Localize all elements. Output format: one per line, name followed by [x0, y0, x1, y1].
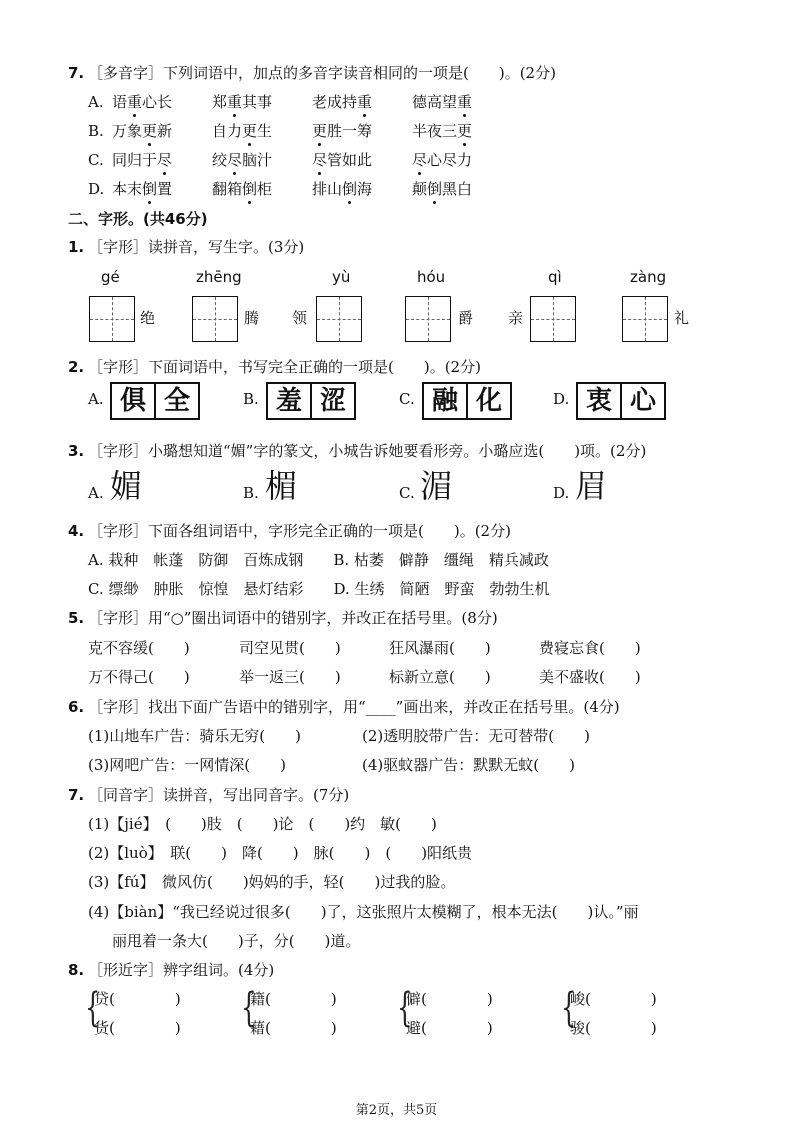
dotted-char: 更: [242, 122, 258, 140]
option-word: 更胜一筹: [312, 122, 373, 140]
option-letter: B.: [243, 484, 259, 502]
idiom-item: 费寝忘食( ): [539, 639, 641, 657]
seal-script-glyph-b: 楣: [265, 467, 298, 505]
dotted-char: 重: [357, 93, 373, 111]
seal-script-glyph-c: 湄: [420, 467, 453, 505]
writing-grid-5[interactable]: [530, 296, 576, 342]
given-char: 领: [292, 309, 308, 327]
option-word: 绞尽脑汁: [212, 151, 273, 169]
option-letter: D.: [553, 390, 570, 408]
seal-script-glyph-a: 媚: [110, 467, 143, 505]
dotted-char: 倒: [342, 180, 358, 198]
pinyin-2: zhēng: [196, 268, 242, 286]
char-pair-item: 贷( ): [94, 990, 181, 1008]
dotted-char: 重: [457, 93, 473, 111]
brace-icon: {: [241, 985, 257, 1031]
writing-grid-4[interactable]: [405, 296, 451, 342]
option-word: 半夜三更: [412, 122, 473, 140]
writing-grid-6[interactable]: [622, 296, 668, 342]
homophone-line: (2)【luò】 联( ) 降( ) 脉( ) ( )阳纸贵: [88, 844, 473, 862]
dotted-char: 更: [142, 122, 158, 140]
char-pair-item: 籍( ): [250, 990, 337, 1008]
dotted-char: 尽: [412, 151, 428, 169]
homophone-line: (1)【jié】 ( )肢 ( )论 ( )约 敏( ): [88, 815, 437, 833]
pinyin-6: zàng: [630, 268, 667, 286]
dotted-char: 倒: [427, 180, 443, 198]
option-word: 尽管如此: [312, 151, 373, 169]
question-number: 7.: [68, 64, 85, 82]
option-word: 同归于尽: [112, 151, 173, 169]
option-word: 尽心尽力: [412, 151, 473, 169]
word-char: 融: [431, 386, 458, 416]
char-pair-item: 藉( ): [250, 1019, 337, 1037]
word-box-a[interactable]: [110, 382, 200, 420]
question-stem: ［字形］下面词语中，书写完全正确的一项是( )。(2分): [88, 358, 481, 376]
question-stem: ［形近字］辨字组词。(4分): [88, 961, 275, 979]
option-letter: D.: [88, 180, 105, 198]
idiom-item: 标新立意( ): [389, 668, 491, 686]
pinyin-5: qì: [548, 268, 562, 286]
dotted-char: 倒: [142, 180, 158, 198]
question-number: 7.: [68, 786, 85, 804]
option-word: 语重心长: [112, 93, 173, 111]
writing-grid-1[interactable]: [89, 296, 135, 342]
option-letter: C.: [88, 151, 104, 169]
page-footer: 第2页，共5页: [355, 1103, 438, 1118]
char-pair-item: 僻( ): [406, 990, 493, 1008]
brace-icon: {: [561, 985, 577, 1031]
dotted-char: 尽: [227, 151, 243, 169]
option-word: 排山倒海: [312, 180, 373, 198]
question-number: 3.: [68, 442, 85, 460]
question-number: 4.: [68, 522, 85, 540]
question-number: 6.: [68, 698, 85, 716]
pinyin-3: yù: [332, 268, 351, 286]
ad-item: (2)透明胶带广告：无可替带( ): [362, 727, 590, 745]
dotted-char: 更: [312, 122, 328, 140]
option-line: A. 栽种 帐蓬 防御 百炼成钢 B. 枯萎 僻静 缰绳 精兵减政: [88, 551, 549, 569]
option-word: 郑重其事: [212, 93, 273, 111]
pinyin-4: hóu: [417, 268, 446, 286]
word-char: 全: [154, 384, 198, 418]
question-number: 2.: [68, 358, 85, 376]
question-number: 5.: [68, 609, 85, 627]
word-char: 心: [620, 384, 664, 418]
writing-grid-3[interactable]: [316, 296, 362, 342]
char-pair-item: 货( ): [94, 1019, 181, 1037]
word-char: 化: [466, 384, 510, 418]
dotted-char: 重: [127, 93, 143, 111]
word-box-d[interactable]: [576, 382, 666, 420]
given-char: 爵: [458, 309, 474, 327]
dotted-char: 更: [457, 122, 473, 140]
option-word: 自力更生: [212, 122, 273, 140]
option-word: 翻箱倒柜: [212, 180, 273, 198]
question-stem: ［同音字］读拼音，写出同音字。(7分): [88, 786, 350, 804]
question-number: 1.: [68, 238, 85, 256]
option-word: 颠倒黑白: [412, 180, 473, 198]
option-word: 老成持重: [312, 93, 373, 111]
pinyin-1: gé: [101, 268, 120, 286]
option-letter: C.: [399, 484, 415, 502]
idiom-item: 美不盛收( ): [539, 668, 641, 686]
dotted-char: 尽: [157, 151, 173, 169]
dotted-char: 尽: [312, 151, 328, 169]
option-letter: D.: [553, 484, 570, 502]
char-pair-item: 骏( ): [570, 1019, 657, 1037]
writing-grid-2[interactable]: [192, 296, 238, 342]
option-letter: B.: [88, 122, 104, 140]
idiom-item: 司空见贯( ): [239, 639, 341, 657]
option-letter: A.: [88, 390, 104, 408]
question-stem: ［字形］用“○”圈出词语中的错别字，并改正在括号里。(8分): [88, 609, 498, 627]
ad-item: (1)山地车广告：骑乐无穷( ): [88, 727, 301, 745]
question-number: 8.: [68, 961, 85, 979]
given-char: 礼: [674, 309, 690, 327]
option-line: C. 缥缈 肿胀 惊惶 悬灯结彩 D. 生绣 简陋 野蛮 勃勃生机: [88, 580, 550, 598]
given-char: 亲: [508, 309, 524, 327]
char-pair-item: 峻( ): [570, 990, 657, 1008]
brace-icon: {: [397, 985, 413, 1031]
homophone-line: (3)【fú】 微风仿( )妈妈的手，轻( )过我的脸。: [88, 873, 456, 891]
dotted-char: 重: [227, 93, 243, 111]
question-stem: ［字形］小璐想知道“媚”字的篆文，小城告诉她要看形旁。小璐应选( )项。(2分): [88, 442, 647, 460]
option-letter: B.: [243, 390, 259, 408]
seal-script-glyph-d: 眉: [575, 467, 608, 505]
option-letter: C.: [399, 390, 415, 408]
word-char: 衷: [585, 386, 612, 416]
option-word: 万象更新: [112, 122, 173, 140]
ad-item: (4)驱蚊器广告：默默无蚊( ): [362, 756, 575, 774]
option-letter: A.: [88, 484, 104, 502]
section-title: 二、字形。(共46分): [68, 210, 208, 228]
option-word: 德高望重: [412, 93, 473, 111]
homophone-line: (4)【biàn】“我已经说过很多( )了，这张照片太模糊了，根本无法( )认。”丽: [88, 903, 639, 921]
dotted-char: 倒: [242, 180, 258, 198]
char-pair-item: 避( ): [406, 1019, 493, 1037]
idiom-item: 克不容缓( ): [88, 639, 190, 657]
word-box-c[interactable]: [422, 382, 512, 420]
idiom-item: 狂风瀑雨( ): [389, 639, 491, 657]
word-char: 俱: [119, 386, 146, 416]
brace-icon: {: [85, 985, 101, 1031]
idiom-item: 万不得己( ): [88, 668, 190, 686]
homophone-line: 丽甩着一条大( )子，分( )道。: [112, 932, 361, 950]
question-stem: ［多音字］下列词语中，加点的多音字读音相同的一项是( )。(2分): [88, 64, 556, 82]
given-char: 绝: [140, 309, 156, 327]
idiom-item: 举一返三( ): [239, 668, 341, 686]
given-char: 腾: [244, 309, 260, 327]
question-stem: ［字形］读拼音，写生字。(3分): [88, 238, 305, 256]
question-stem: ［字形］找出下面广告语中的错别字，用“____”画出来，并改正在括号里。(4分): [88, 698, 620, 716]
question-stem: ［字形］下面各组词语中，字形完全正确的一项是( )。(2分): [88, 522, 511, 540]
option-word: 本末倒置: [112, 180, 173, 198]
option-letter: A.: [88, 93, 104, 111]
word-char: 涩: [310, 384, 354, 418]
word-box-b[interactable]: [266, 382, 356, 420]
word-char: 羞: [275, 386, 302, 416]
ad-item: (3)网吧广告：一网情深( ): [88, 756, 286, 774]
